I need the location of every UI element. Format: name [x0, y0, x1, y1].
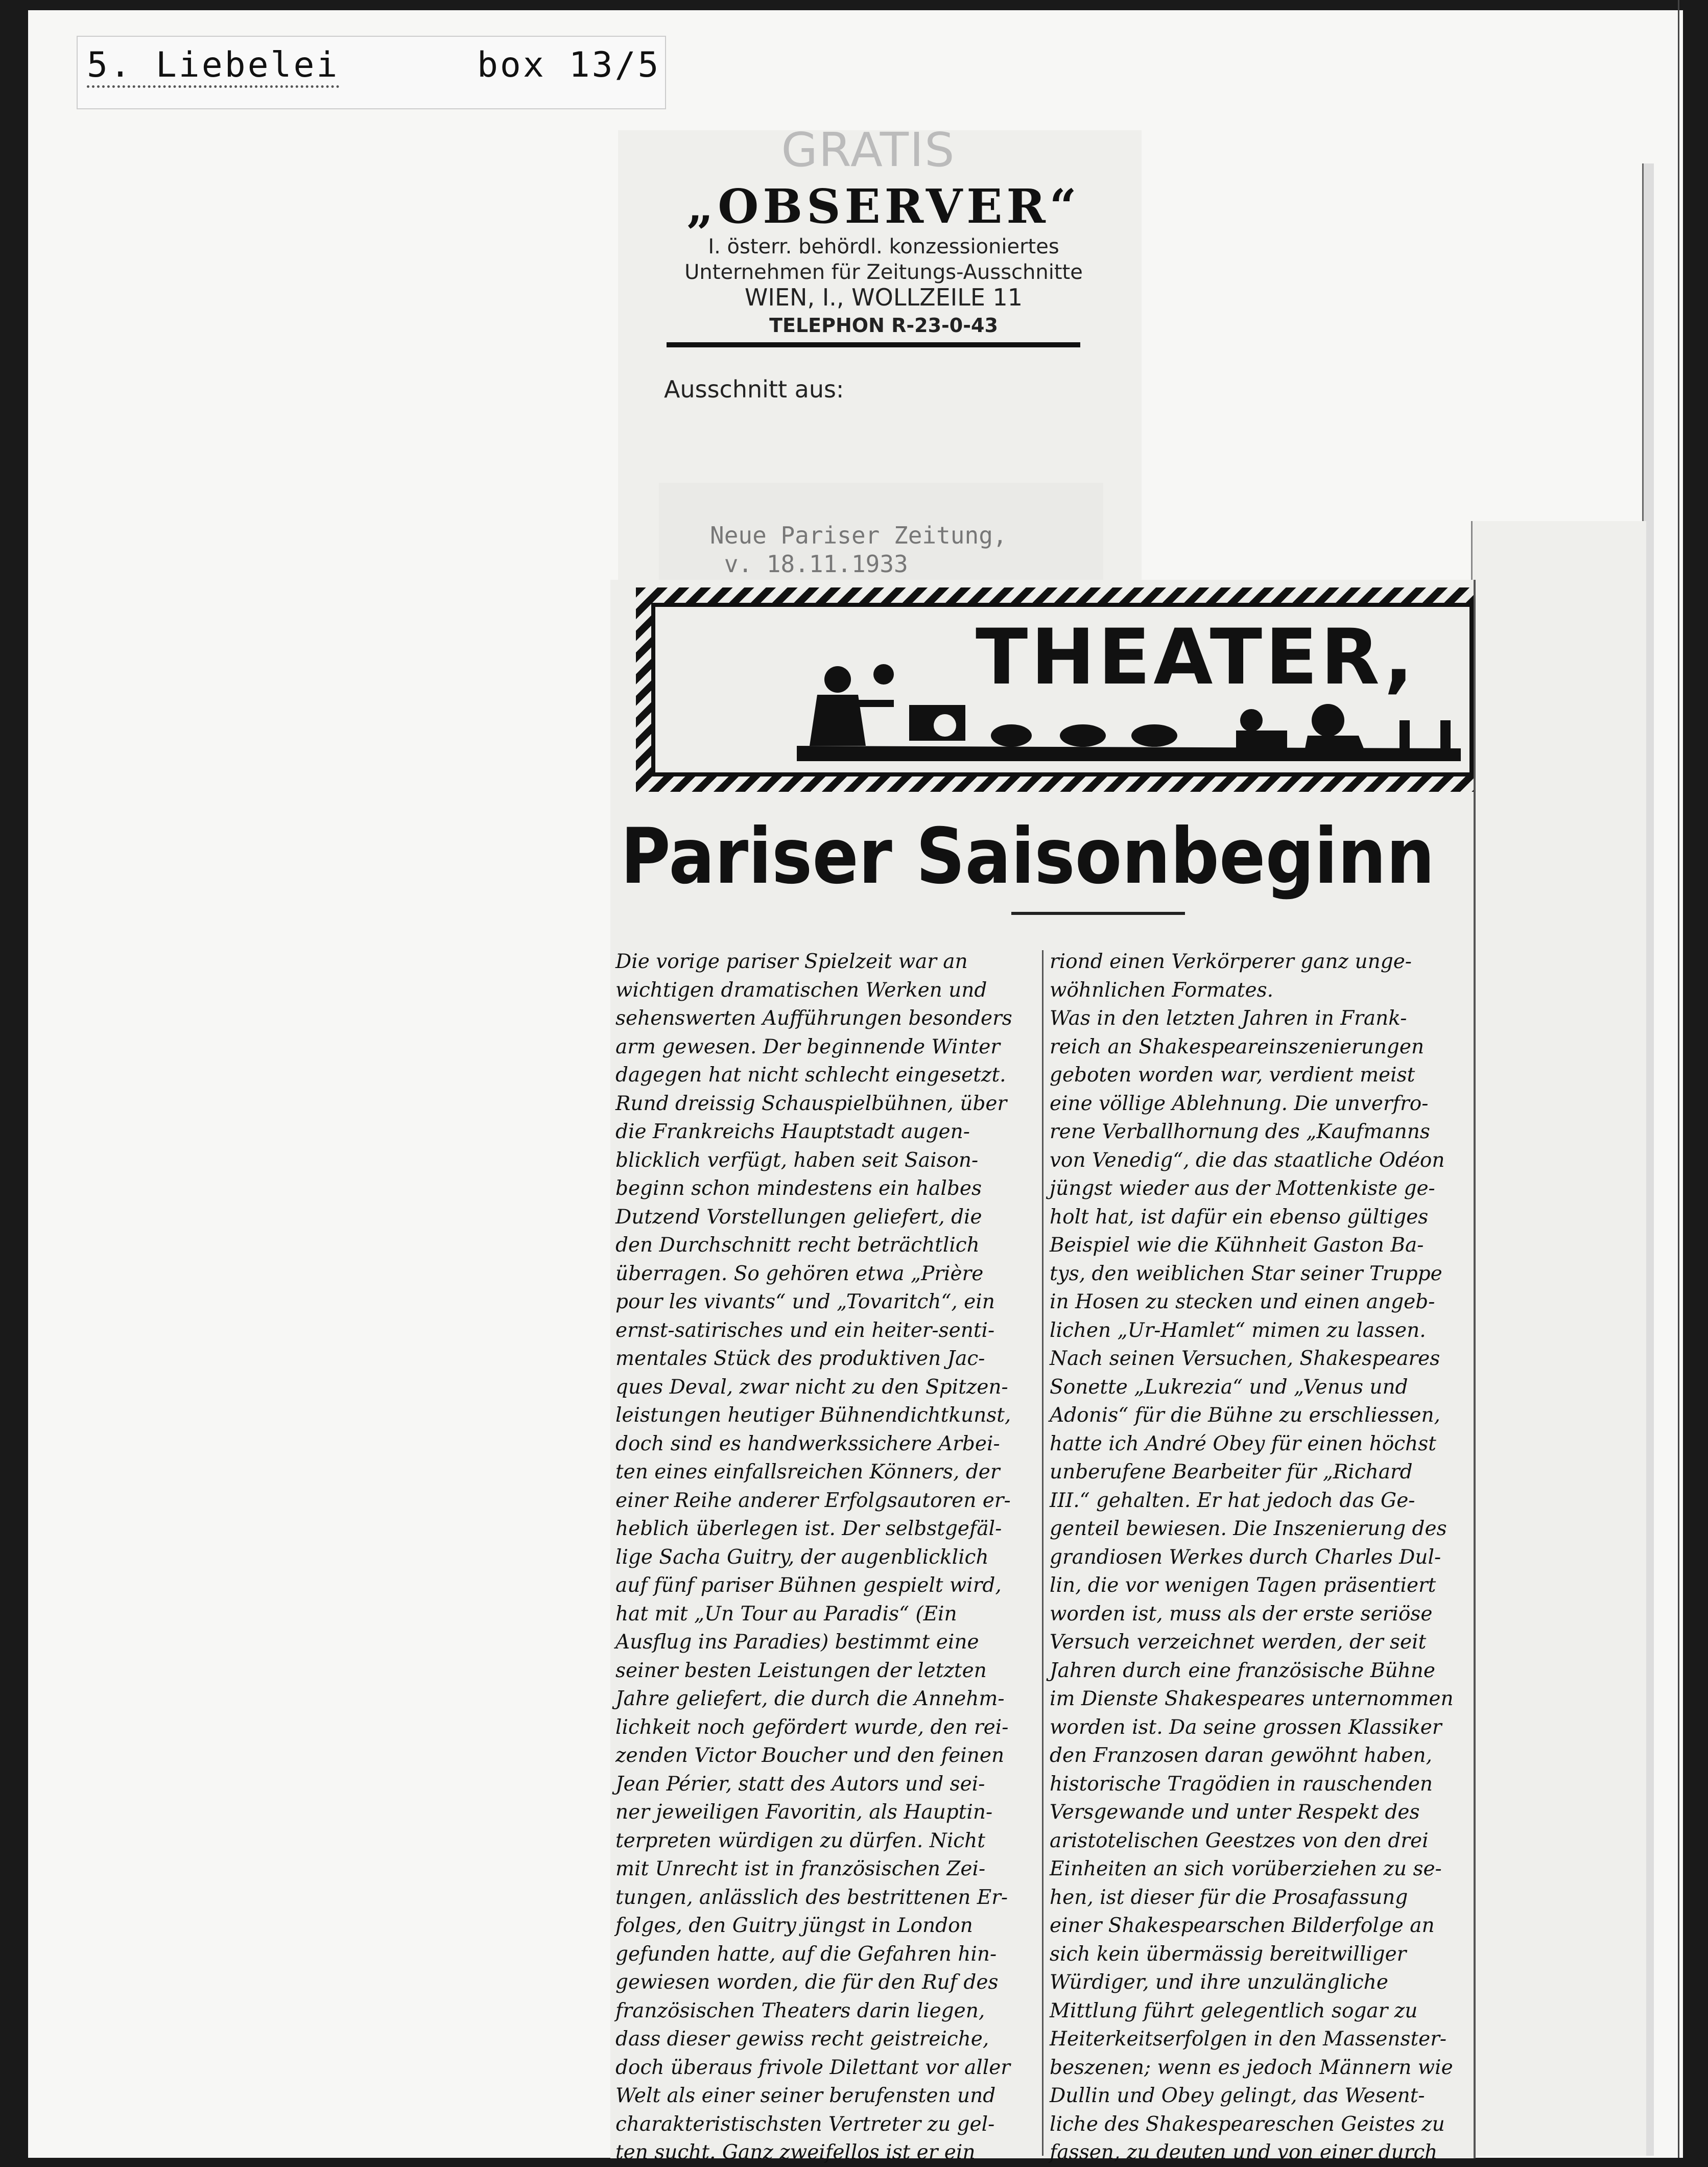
article-line: doch überaus frivole Dilettant vor aller	[615, 2056, 1010, 2079]
article-line: Adonis“ für die Bühne zu erschliessen,	[1050, 1404, 1440, 1427]
article-line: liche des Shakespeareschen Geistes zu	[1050, 2112, 1445, 2136]
article-line: charakteristischsten Vertreter zu gel-	[615, 2112, 995, 2136]
stamp-phone: TELEPHON R-23-0-43	[769, 314, 998, 337]
article-line: Dutzend Vorstellungen geliefert, die	[615, 1205, 982, 1229]
archive-box-label: box 13/5	[477, 45, 661, 85]
article-line: sehenswerten Aufführungen besonders	[615, 1007, 1012, 1030]
article-line: pour les vivants“ und „Tovaritch“, ein	[615, 1290, 995, 1313]
article-line: holt hat, ist dafür ein ebenso gültiges	[1050, 1205, 1429, 1229]
article-line: sich kein übermässig bereitwilliger	[1050, 1942, 1407, 1966]
article-column-right	[1050, 948, 1474, 2167]
article-line: Die vorige pariser Spielzeit war an	[615, 950, 968, 973]
article-line: überragen. So gehören etwa „Prière	[615, 1262, 984, 1285]
article-line: Einheiten an sich vorüberziehen zu se-	[1050, 1857, 1442, 1880]
article-line: worden ist. Da seine grossen Klassiker	[1050, 1715, 1442, 1739]
article-line: heblich überlegen ist. Der selbstgefäl-	[615, 1517, 1002, 1540]
article-line: eine völlige Ablehnung. Die unverfro-	[1050, 1092, 1429, 1115]
article-line: terpreten würdigen zu dürfen. Nicht	[615, 1829, 985, 1852]
article-line: III.“ gehalten. Er hat jedoch das Ge-	[1050, 1489, 1415, 1512]
article-line: Würdiger, und ihre unzulängliche	[1050, 1971, 1388, 1994]
banner-title: THEATER,	[976, 613, 1416, 702]
article-line: im Dienste Shakespeares unternommen	[1050, 1687, 1454, 1710]
article-line: grandiosen Werkes durch Charles Dul-	[1050, 1545, 1441, 1569]
stamp-rule	[667, 342, 1080, 347]
article-line: unberufene Bearbeiter für „Richard	[1050, 1461, 1413, 1483]
article-line: reich an Shakespeareinszenierungen	[1050, 1035, 1425, 1058]
article-line: tungen, anlässlich des bestrittenen Er-	[615, 1886, 1008, 1909]
article-line: arm gewesen. Der beginnende Winter	[615, 1035, 1000, 1058]
article-headline: Pariser Saisonbeginn	[621, 812, 1435, 901]
article-line: Beispiel wie die Kühnheit Gaston Ba-	[1050, 1234, 1424, 1257]
source-note	[710, 521, 1007, 578]
article-line: Was in den letzten Jahren in Frank-	[1050, 1007, 1407, 1030]
article-line: von Venedig“, die das staatliche Odéon	[1050, 1148, 1445, 1172]
article-line: hatte ich André Obey für einen höchst	[1050, 1432, 1436, 1455]
article-line: Jahren durch eine französische Bühne	[1050, 1659, 1435, 1682]
article-line: Heiterkeitserfolgen in den Massenster-	[1050, 2028, 1447, 2051]
article-line: mit Unrecht ist in französischen Zei-	[615, 1857, 986, 1880]
article-line: Jahre geliefert, die durch die Annehm-	[615, 1687, 1005, 1710]
article-line: dagegen hat nicht schlecht eingesetzt.	[615, 1064, 1006, 1087]
article-line: Nach seinen Versuchen, Shakespeares	[1050, 1347, 1440, 1370]
audience-illustration	[797, 659, 1461, 766]
article-line: lin, die vor wenigen Tagen präsentiert	[1050, 1574, 1436, 1597]
article-line: worden ist, muss als der erste seriöse	[1050, 1602, 1433, 1626]
article-line: ner jeweiligen Favoritin, als Hauptin-	[615, 1801, 993, 1824]
article-line: fassen, zu deuten und von einer durch	[1050, 2141, 1438, 2164]
article-line: hat mit „Un Tour au Paradis“ (Ein	[615, 1602, 957, 1626]
article-line: den Durchschnitt recht beträchtlich	[615, 1234, 980, 1257]
article-line: gefunden hatte, auf die Gefahren hin-	[615, 1942, 997, 1966]
article-line: dass dieser gewiss recht geistreiche,	[615, 2028, 989, 2051]
article-line: ernst-satirisches und ein heiter-senti-	[615, 1318, 995, 1342]
article-line: auf fünf pariser Bühnen gespielt wird,	[615, 1574, 1002, 1597]
article-column-left	[615, 948, 1034, 2167]
article-line: in Hosen zu stecken und einen angeb-	[1050, 1290, 1435, 1313]
article-line: folges, den Guitry jüngst in London	[615, 1914, 973, 1937]
article-line: einer Shakespearschen Bilderfolge an	[1050, 1914, 1435, 1937]
article-line: historische Tragödien in rauschenden	[1050, 1772, 1433, 1796]
article-line: Sonette „Lukrezia“ und „Venus und	[1050, 1375, 1408, 1399]
article-line: mentales Stück des produktiven Jac-	[615, 1347, 985, 1370]
article-line: doch sind es handwerkssichere Arbei-	[615, 1432, 1000, 1455]
article-line: riond einen Verkörperer ganz unge-	[1050, 950, 1412, 973]
article-line: beginn schon mindestens ein halbes	[615, 1177, 982, 1200]
gratis-stamp: GRATIS	[781, 123, 956, 177]
archive-item-label: 5. Liebelei	[87, 45, 339, 88]
source-newspaper: Neue Pariser Zeitung,	[710, 522, 1007, 549]
article-line: hen, ist dieser für die Prosafassung	[1050, 1886, 1408, 1909]
article-line: rene Verballhornung des „Kaufmanns	[1050, 1120, 1430, 1143]
article-line: lichen „Ur-Hamlet“ mimen zu lassen.	[1050, 1318, 1426, 1342]
article-line: den Franzosen daran gewöhnt haben,	[1050, 1744, 1433, 1767]
stamp-line-2: Unternehmen für Zeitungs-Ausschnitte	[684, 261, 1083, 284]
article-line: ten sucht. Ganz zweifellos ist er ein	[615, 2141, 976, 2164]
article-line: ques Deval, zwar nicht zu den Spitzen-	[615, 1375, 1008, 1399]
article-line: beszenen; wenn es jedoch Männern wie	[1050, 2056, 1453, 2079]
article-line: blicklich verfügt, haben seit Saison-	[615, 1148, 979, 1172]
article-line: seiner besten Leistungen der letzten	[615, 1659, 987, 1682]
article-line: geboten worden war, verdient meist	[1050, 1064, 1415, 1087]
article-line: gewiesen worden, die für den Ruf des	[615, 1971, 999, 1994]
archive-label	[87, 45, 661, 85]
article-line: die Frankreichs Hauptstadt augen-	[615, 1120, 970, 1143]
article-line: lige Sacha Guitry, der augenblicklich	[615, 1545, 989, 1569]
article-line: ten eines einfallsreichen Könners, der	[615, 1461, 1000, 1483]
article-line: Jean Périer, statt des Autors und sei-	[615, 1772, 985, 1796]
article-line: lichkeit noch gefördert wurde, den rei-	[615, 1715, 1009, 1739]
headline-rule	[1011, 912, 1185, 915]
article-line: jüngst wieder aus der Mottenkiste ge-	[1050, 1177, 1435, 1200]
article-line: wichtigen dramatischen Werken und	[615, 978, 987, 1002]
article-line: Dullin und Obey gelingt, das Wesent-	[1050, 2084, 1425, 2107]
article-line: leistungen heutiger Bühnendichtkunst,	[615, 1404, 1011, 1427]
article-line: Rund dreissig Schauspielbühnen, über	[615, 1092, 1007, 1115]
article-line: Welt als einer seiner berufensten und	[615, 2084, 996, 2107]
article-line: zenden Victor Boucher und den feinen	[615, 1744, 1005, 1767]
article-line: genteil bewiesen. Die Inszenierung des	[1050, 1517, 1447, 1540]
article-line: tys, den weiblichen Star seiner Truppe	[1050, 1262, 1442, 1285]
article-line: Ausflug ins Paradies) bestimmt eine	[615, 1631, 979, 1654]
article-line: Versuch verzeichnet werden, der seit	[1050, 1631, 1427, 1654]
stamp-line-1: I. österr. behördl. konzessioniertes	[708, 235, 1059, 258]
article-line: wöhnlichen Formates.	[1050, 978, 1274, 1002]
article-line: französischen Theaters darin liegen,	[615, 1999, 985, 2022]
column-divider	[1042, 950, 1043, 2156]
article-line: aristotelischen Geestzes von den drei	[1050, 1829, 1429, 1852]
article-line: Mittlung führt gelegentlich sogar zu	[1050, 1999, 1418, 2022]
article-line: einer Reihe anderer Erfolgsautoren er-	[615, 1489, 1011, 1512]
observer-title: „OBSERVER“	[686, 179, 1081, 234]
sheet-edge	[1678, 0, 1679, 2158]
article-line: Versgewande und unter Respekt des	[1050, 1801, 1420, 1824]
stamp-address: WIEN, I., WOLLZEILE 11	[744, 284, 1023, 311]
source-date: v. 18.11.1933	[724, 550, 908, 578]
backing-paper	[1471, 521, 1646, 2156]
excerpt-label: Ausschnitt aus:	[664, 375, 844, 403]
